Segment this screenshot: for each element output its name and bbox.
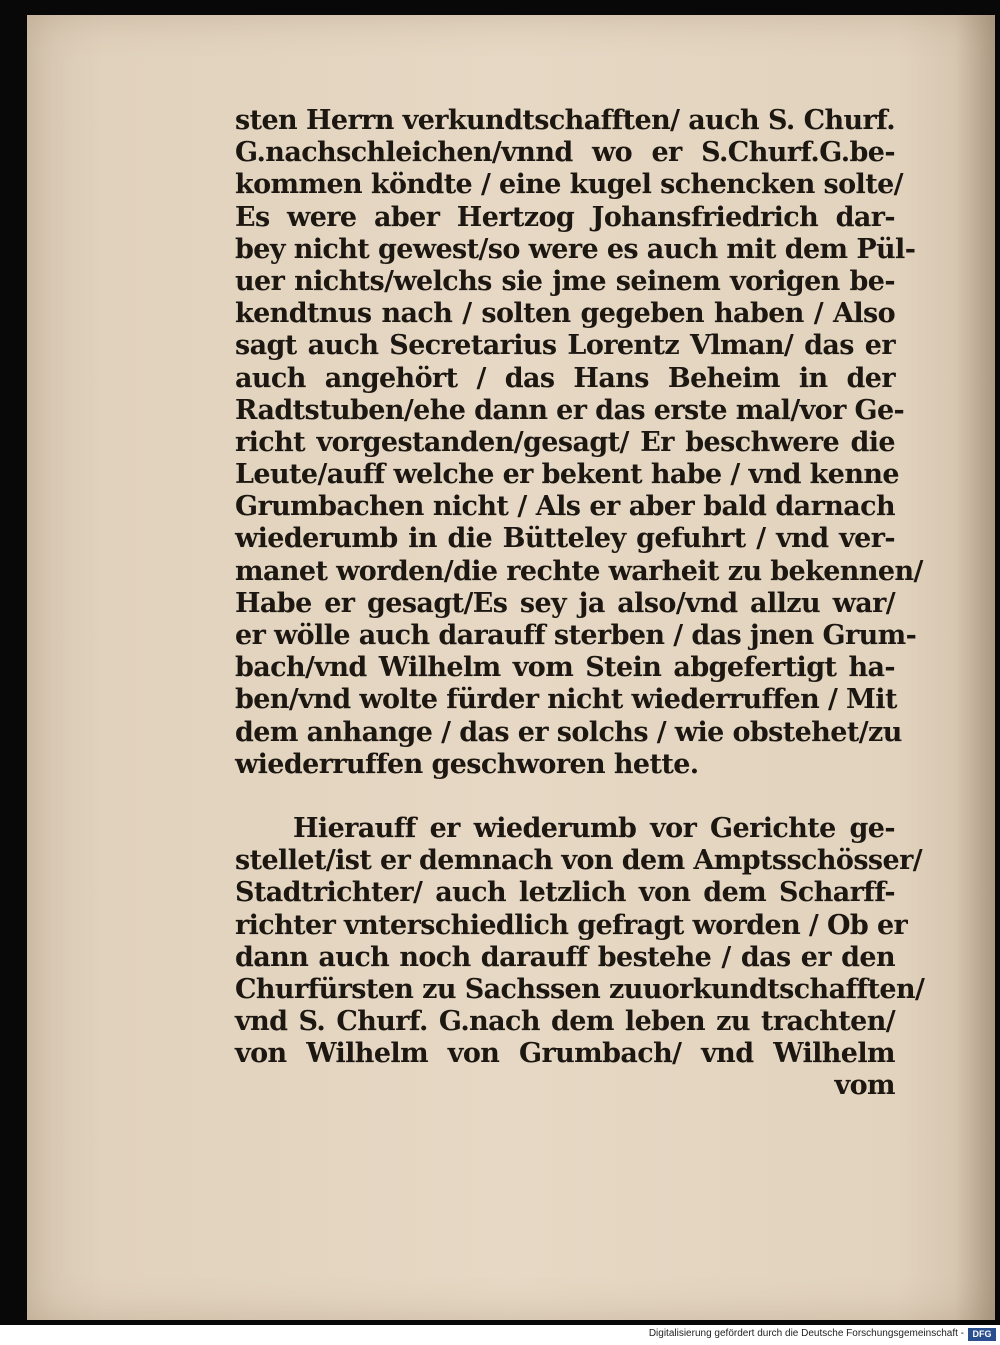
text-line: uer nichts/welchs sie jme seinem vorigen be- [235,265,895,297]
text-line: sagt auch Secretarius Lorentz Vlman/ das er [235,330,895,362]
text-line: Es were aber Hertzog Johansfriedrich dar- [235,201,895,233]
text-line: Grumbachen nicht / Als er aber bald darnach [235,491,895,523]
text-line: kendtnus nach / solten gegeben haben / Also [235,298,895,330]
text-line: Hierauff er wiederumb vor Gerichte ge- [293,812,895,844]
text-line: auch angehört / das Hans Beheim in der [235,362,895,394]
paragraph-2 [235,812,925,1103]
text-line: Stadtrichter/ auch letzlich von dem Scharff- [235,877,895,909]
text-line: Radtstuben/ehe dann er das erste mal/vor Ge- [235,394,905,426]
text-line: G.nachschleichen/vnnd wo er S.Churf.G.be- [235,137,895,169]
text-line: manet worden/die rechte warheit zu bekennen/ [235,555,923,587]
text-line: von Wilhelm von Grumbach/ vnd Wilhelm [235,1038,895,1070]
page-text [235,105,925,1103]
text-line: kommen köndte / eine kugel schencken solte/ [235,169,903,201]
text-line: Churfürsten zu Sachssen zuuorkundtschafften/ [235,973,925,1005]
text-line: richt vorgestanden/gesagt/ Er beschwere die [235,426,895,458]
digitization-footer [0,1325,1000,1345]
text-line: vnd S. Churf. G.nach dem leben zu trachten/ [235,1006,895,1038]
text-line: bach/vnd Wilhelm vom Stein abgefertigt ha- [235,652,895,684]
book-page [27,15,995,1320]
text-line: er wölle auch darauff sterben / das jnen Grum- [235,620,917,651]
text-line: richter vnterschiedlich gefragt worden / Ob er [235,909,908,941]
dfg-logo: DFG [968,1328,996,1341]
text-line: dann auch noch darauff bestehe / das er den [235,941,895,973]
text-line: Leute/auff welche er bekent habe / vnd kenne [235,459,899,491]
funding-credit: Digitalisierung gefördert durch die Deutsche Forschungsgemeinschaft - [648,1328,964,1339]
text-line: dem anhange / das er solchs / wie obstehet/zu [235,716,902,748]
catchword: vom [834,1070,895,1102]
text-line: wiederruffen geschworen hette. [235,748,699,780]
text-line: sten Herrn verkundtschafften/ auch S. Churf. [235,105,895,136]
text-line: Habe er gesagt/Es sey ja also/vnd allzu war/ [235,587,895,619]
text-line: wiederumb in die Bütteley gefuhrt / vnd ver- [235,523,895,555]
text-line: stellet/ist er demnach von dem Amptsschösser/ [235,845,922,877]
paragraph-1 [235,105,923,781]
text-line: ben/vnd wolte fürder nicht wiederruffen / Mit [235,684,897,716]
text-line: bey nicht gewest/so were es auch mit dem Pül- [235,233,916,265]
